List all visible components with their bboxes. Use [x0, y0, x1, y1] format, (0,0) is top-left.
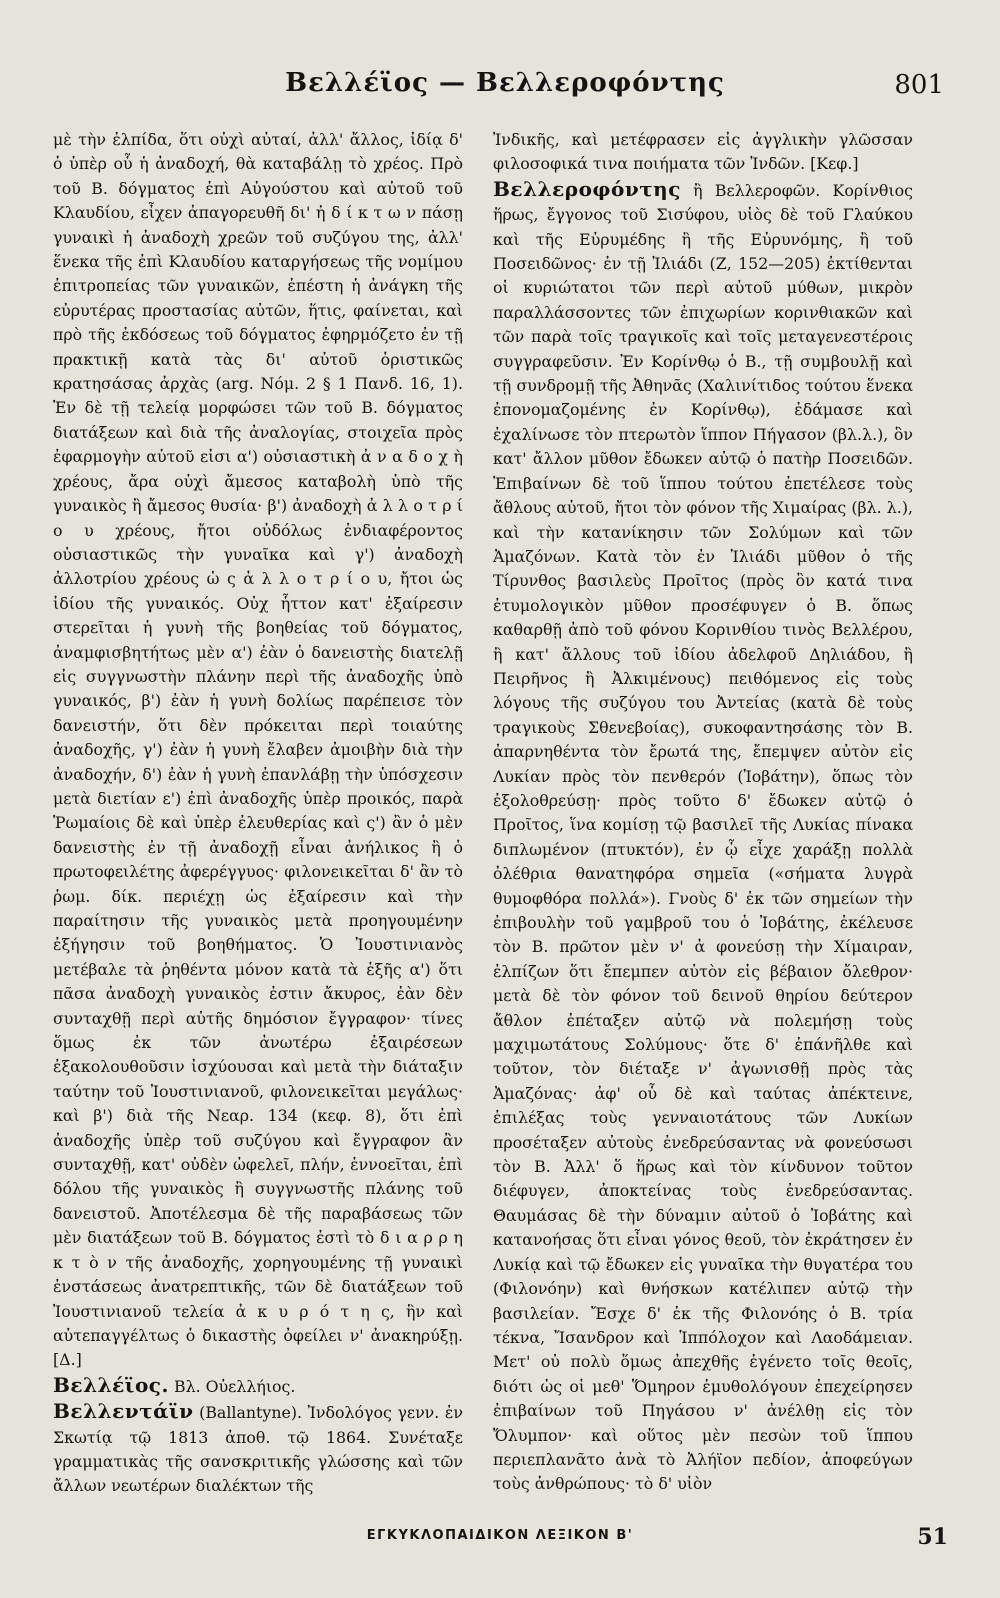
entry-belleios: [53, 1373, 463, 1399]
entry-text: (Ballantyne). Ἰνδολόγος γενν. ἐν Σκωτίᾳ τῷ 1813 ἀποθ. τῷ 1864. Συνέταξε γραμματικὰς τῆς σανσκριτικῆς γλώσσης καὶ τῶν ἄλλων νεωτέρων διαλέκτων τῆς: [53, 1403, 463, 1496]
entry-text: Βλ. Οὐελλήιος.: [168, 1376, 296, 1396]
right-column: [493, 128, 913, 1497]
entry-continuation-paragraph: Ἰνδικῆς, καὶ μετέφρασεν εἰς ἀγγλικὴν γλῶσσαν φιλοσοφικά τινα ποιήματα τῶν Ἰνδῶν. [Κεφ.]: [493, 130, 913, 174]
page-footer: [60, 1524, 948, 1560]
headword: Βελλεντάϊν: [53, 1399, 194, 1424]
headword: Βελλεροφόντης: [493, 176, 681, 201]
page-header: [60, 62, 950, 106]
left-column: [53, 128, 463, 1499]
page-number: 801: [894, 70, 944, 100]
entry-bellerophontes: [493, 177, 913, 1497]
signature-mark: 51: [917, 1524, 948, 1550]
headword: Βελλέϊος.: [53, 1372, 169, 1397]
entry-continuation-paragraph: μὲ τὴν ἐλπίδα, ὅτι οὐχὶ αὐταί, ἀλλ' ἄλλος, ἰδίᾳ δ' ὁ ὑπὲρ οὗ ἡ ἀναδοχή, θὰ καταβάλῃ τὸ χρέος. Πρὸ τοῦ Β. δόγματος ἐπὶ Αὐγούστου καὶ αὐτοῦ τοῦ Κλαυδίου, εἶχεν ἀπαγορευθῆ δι' ἠ δ ί κ τ ω ν πάσῃ γυναικὶ ἡ ἀναδοχὴ χρεῶν τοῦ συζύγου της, ἀλλ' ἕνεκα τῆς ἐπὶ Κλαυδίου καταργήσεως τῆς νομίμου ἐπιτροπείας τῶν γυναικῶν, ἐπέστη ἡ ἀνάγκη τῆς εὐρυτέρας προστασίας αὐτῶν, ἥτις, φαίνεται, καὶ πρὸ τῆς ἐκδόσεως τοῦ δόγματος ἐφηρμόζετο ἐν τῇ πρακτικῇ κατὰ τὰς δι' αὐτοῦ ὁριστικῶς κρατησάσας ἀρχὰς (arg. Νόμ. 2 § 1 Πανδ. 16, 1). Ἐν δὲ τῇ τελείᾳ μορφώσει τῶν τοῦ Β. δόγματος διατάξεων καὶ διὰ τῆς ἀναλογίας, στοιχεῖα πρὸς ἐφαρμογὴν αὐτοῦ εἰσι α') οὐσιαστικὴ ἀ ν α δ ο χ ὴ χρέους, ἄρα οὐχὶ ἄμεσος καταβολὴ ὑπὸ τῆς γυναικὸς ἢ ἄμεσος θυσία· β') ἀναδοχὴ ἀ λ λ ο τ ρ ί ο υ χρέους, ἤτοι οὐδόλως ἐνδιαφέροντος οὐσιαστικῶς τὴν γυναῖκα καὶ γ') ἀναδοχὴ ἀλλοτρίου χρέους ὡ ς ἀ λ λ ο τ ρ ί ο υ, ἤτοι ὡς ἰδίου τῆς γυναικός. Οὐχ ἧττον κατ' ἐξαίρεσιν στερεῖται ἡ γυνὴ τῆς βοηθείας τοῦ δόγματος, ἀναμφισβητήτως μὲν α') ἐὰν ὁ δανειστὴς διατελῇ εἰς συγγνωστὴν πλάνην περὶ τῆς ἀναδοχῆς ὑπὸ γυναικός, β') ἐὰν ἡ γυνὴ δολίως παρέπεισε τὸν δανειστήν, ὅτι δὲν πρόκειται περὶ τοιαύτης ἀναδοχῆς, γ') ἐὰν ἡ γυνὴ ἔλαβεν ἀμοιβὴν διὰ τὴν ἀναδοχήν, δ') ἐὰν ἡ γυνὴ ἐπανλάβῃ τὴν ὑπόσχεσιν μετὰ διετίαν ε') ἐπὶ ἀναδοχῆς ὑπὲρ προικός, παρὰ Ῥωμαίοις δὲ καὶ ὑπὲρ ἐλευθερίας καὶ ς') ἂν ὁ μὲν δανειστὴς ἐν τῇ ἀναδοχῇ εἶναι ἀνήλικος ἢ ὁ πρωτοφειλέτης ἀφερέγγυος· φιλονεικεῖται δ' ἂν τὸ ῥωμ. δίκ. περιέχῃ ὡς ἐξαίρεσιν καὶ τὴν παραίτησιν τῆς γυναικὸς μετὰ προηγουμένην ἐξήγησιν τοῦ βοηθήματος. Ὁ Ἰουστινιανὸς μετέβαλε τὰ ῥηθέντα μόνον κατὰ τὰ ἑξῆς α') ὅτι πᾶσα ἀναδοχὴ γυναικὸς ἐστιν ἄκυρος, ἐὰν δὲν συνταχθῇ περὶ αὐτῆς δημόσιον ἔγγραφον· τίνες ὅμως ἐκ τῶν ἀνωτέρω ἐξαιρέσεων ἐξακολουθοῦσιν ἰσχύουσαι καὶ μετὰ τὴν διάταξιν ταύτην τοῦ Ἰουστινιανοῦ, φιλονεικεῖται μεγάλως· καὶ β') διὰ τῆς Νεαρ. 134 (κεφ. 8), ὅτι ἐπὶ ἀναδοχῆς ὑπὲρ τοῦ συζύγου καὶ ἔγγραφον ἂν συνταχθῇ, κατ' οὐδὲν ὠφελεῖ, πλήν, ἐννοεῖται, ἐπὶ δόλου τῆς γυναικὸς ἢ συγγνωστῆς πλάνης τοῦ δανειστοῦ. Ἀποτέλεσμα δὲ τῆς παραβάσεως τῶν μὲν διατάξεων τοῦ Β. δόγματος ἐστὶ τὸ δ ι α ρ ρ η κ τ ὸ ν τῆς ἀναδοχῆς, χορηγουμένης τῇ γυναικὶ ἐνστάσεως ἀνατρεπτικῆς, τῶν δὲ διατάξεων τοῦ Ἰουστινιανοῦ τελεία ἀ κ υ ρ ό τ η ς, ἣν καὶ αὐτεπαγγέλτως ὁ δικαστὴς ὀφείλει ν' ἀνακηρύξῃ. [Δ.]: [53, 130, 463, 1370]
running-head: Βελλέϊος — Βελλεροφόντης: [285, 68, 725, 98]
entry-text: ἢ Βελλεροφῶν. Κορίνθιος ἥρως, ἔγγονος τοῦ Σισύφου, υἱὸς δὲ τοῦ Γλαύκου καὶ τῆς Εὐρυμέδης ἢ τῆς Εὐρυνόμης, ἢ τοῦ Ποσειδῶνος· ἐν τῇ Ἰλιάδι (Ζ, 152—205) ἐκτίθενται οἱ κυριώτατοι τῶν περὶ αὐτοῦ μύθων, μικρὸν παραλλάσσοντες τῶν ἐπιχωρίων κορινθιακῶν καὶ τῶν παρὰ τοῖς τραγικοῖς καὶ τοῖς μεταγενεστέροις συγγραφεῦσιν. Ἐν Κορίνθῳ ὁ Β., τῇ συμβουλῇ καὶ τῇ συνδρομῇ τῆς Ἀθηνᾶς (Χαλινίτιδος τούτου ἕνεκα ἐπονομαζομένης ἐν Κορίνθῳ), ἐδάμασε καὶ ἐχαλίνωσε τὸν πτερωτὸν ἵππον Πήγασον (βλ.λ.), ὃν κατ' ἄλλον μῦθον ἔδωκεν αὐτῷ ὁ πατὴρ Ποσειδῶν. Ἐπιβαίνων δὲ τοῦ ἵππου τούτου ἐπετέλεσε τοὺς ἄθλους αὐτοῦ, ἤτοι τὸν φόνον τῆς Χιμαίρας (βλ. λ.), καὶ τὴν κατανίκησιν τῶν Σολύμων καὶ τῶν Ἀμαζόνων. Κατὰ τὸν ἐν Ἰλιάδι μῦθον ὁ τῆς Τίρυνθος βασιλεὺς Προῖτος (πρὸς ὃν κατά τινα ἐτυμολογικὸν μῦθον προσέφυγεν ὁ Β. ὅπως καθαρθῇ ἀπὸ τοῦ φόνου Κορινθίου τινὸς Βελλέρου, ἢ κατ' ἄλλους τοῦ ἰδίου ἀδελφοῦ Δηλιάδου, ἢ Πειρῆνος ἢ Ἀλκιμένους) πειθόμενος εἰς τοὺς λόγους τῆς συζύγου του Ἀντείας (κατὰ δὲ τοὺς τραγικοὺς Σθενεβοίας), συκοφαντησάσης τὸν Β. ἀπαρνηθέντα τὸν ἔρωτά της, ἔπεμψεν αὐτὸν εἰς Λυκίαν πρὸς τὸν πενθερόν (Ἰοβάτην), ὅπως τὸν ἐξολοθρεύσῃ· πρὸς τοῦτο δ' ἔδωκεν αὐτῷ ὁ Προῖτος, ἵνα κομίσῃ τῷ βασιλεῖ τῆς Λυκίας πίνακα διπλωμένον (πτυκτόν), ἐν ᾧ εἶχε χαράξῃ πολλὰ ὀλέθρια θανατηφόρα σημεῖα («σήματα λυγρὰ θυμοφθόρα πολλά»). Γνοὺς δ' ἐκ τῶν σημείων τὴν ἐπιβουλὴν τοῦ γαμβροῦ του ὁ Ἰοβάτης, ἐκέλευσε τὸν Β. πρῶτον μὲν ν' ἀ φονεύσῃ τὴν Χίμαιραν, ἐλπίζων ὅτι ἔπεμπεν αὐτὸν εἰς βέβαιον ὄλεθρον· μετὰ δὲ τὸν φόνον τοῦ δεινοῦ θηρίου δεύτερον ἄθλον ἐπέταξεν αὐτῷ νὰ πολεμήσῃ τοὺς μαχιμωτάτους Σολύμους· ὅτε δ' ἐπάνῆλθε καὶ τοῦτον, τὸν διέταξε ν' ἀγωνισθῇ πρὸς τὰς Ἀμαζόνας· ἀφ' οὗ δὲ καὶ ταύτας ἀπέκτεινε, ἐπιλέξας τοὺς γενναιοτάτους τῶν Λυκίων προσέταξεν αὐτοὺς ἐνεδρεύσαντας νὰ φονεύσωσι τὸν Β. Ἀλλ' ὅ ἥρως καὶ τὸν κίνδυνον τοῦτον διέφυγεν, ἀποκτείνας τοὺς ἐνεδρεύσαντας. Θαυμάσας δὲ τὴν δύναμιν αὐτοῦ ὁ Ἰοβάτης καὶ κατανοήσας ὅτι εἶναι γόνος θεοῦ, τὸν ἐκράτησεν ἐν Λυκίᾳ καὶ τῷ ἔδωκεν εἰς γυναῖκα τὴν θυγατέρα του (Φιλονόην) καὶ θνήσκων κατέλιπεν αὐτῷ τὴν βασιλείαν. Ἔσχε δ' ἐκ τῆς Φιλονόης ὁ Β. τρία τέκνα, Ἴσανδρον καὶ Ἱππόλοχον καὶ Λαοδάμειαν. Μετ' οὐ πολὺ ὅμως ἀπεχθῆς ἐγένετο τοῖς θεοῖς, διότι ὡς οἱ μεθ' Ὅμηρον ἐμυθολόγουν ἐπεχείρησεν ἐπιβαίνων τοῦ Πηγάσου ν' ἀνέλθῃ εἰς τὸν Ὄλυμπον· καὶ οὕτος μὲν πεσὼν τοῦ ἵππου περιεπλανᾶτο ἀνὰ τὸ Ἀλήϊον πεδίον, ἀποφεύγων τοὺς ἀνθρώπους· τὸ δ' υἱὸν: [493, 180, 913, 1494]
entry-ballantyne: [53, 1399, 463, 1499]
imprint: ΕΓΚΥΚΛΟΠΑΙΔΙΚΟΝ ΛΕΞΙΚΟΝ Β': [366, 1528, 634, 1543]
